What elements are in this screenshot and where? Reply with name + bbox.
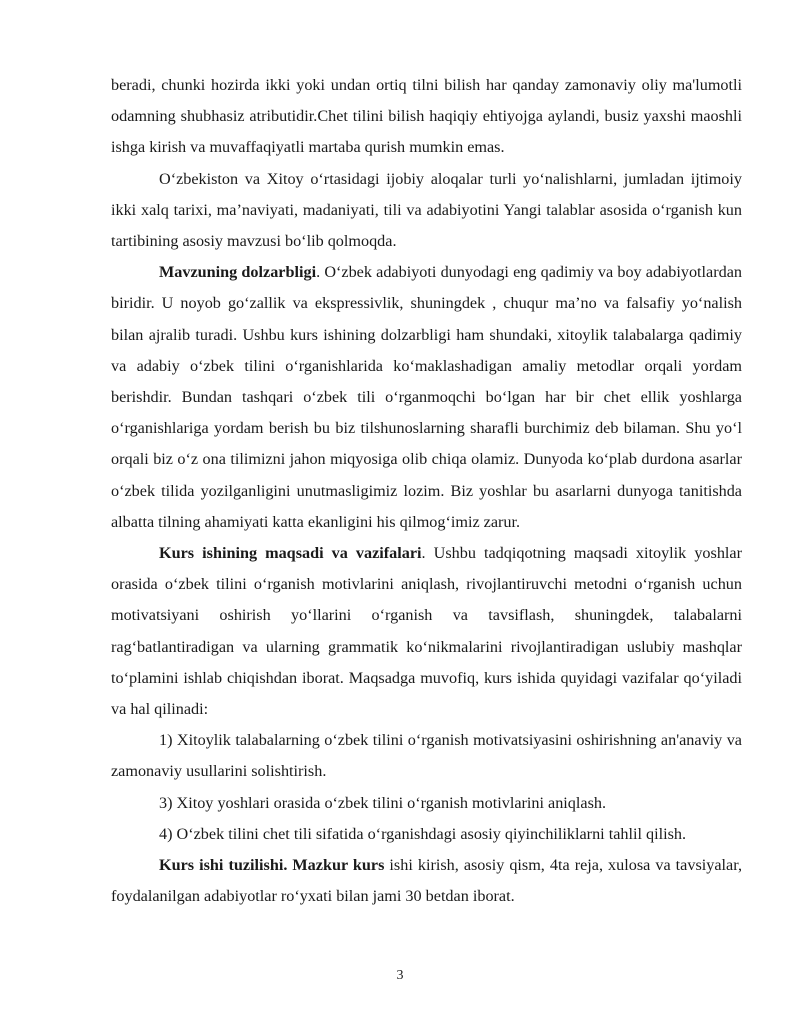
paragraph-text: beradi, chunki hozirda ikki yoki undan ortiq tilni bilish har qanday zamonaviy oliy ma'lumotli odamning shubhasiz atributidir.Chet tilini bilish haqiqiy ehtiyojga aylandi, busiz yaxshi maoshli ishga kirish va muvaffaqiyatli martaba qurish mumkin emas. [111, 76, 742, 157]
document-page [111, 70, 742, 912]
paragraph-text: 4) O‘zbek tilini chet tili sifatida o‘rganishdagi asosiy qiyinchiliklarni tahlil qilish. [159, 824, 687, 843]
paragraph-text: O‘zbekiston va Xitoy o‘rtasidagi ijobiy aloqalar turli yo‘nalishlarni, jumladan ijtimoiy ikki xalq tarixi, ma’naviyati, madaniyati, tili va adabiyotini Yangi talablar asosida o‘rganish kun tartibining asosiy mavzusi bo‘lib qolmoqda. [111, 169, 742, 251]
list-item-task-1 [111, 725, 742, 787]
paragraph-relations [111, 164, 742, 258]
paragraph-text: 1) Xitoylik talabalarning o‘zbek tilini o‘rganish motivatsiyasini oshirishning an'anaviy va zamonaviy usullarini solishtirish. [111, 731, 742, 781]
list-item-task-4 [111, 819, 742, 850]
paragraph-structure [111, 850, 742, 912]
paragraph-text: O‘zbek adabiyoti dunyodagi eng qadimiy va boy adabiyotlardan biridir. U noyob go‘zallik va ekspressivlik, shuningdek , chuqur ma’no va falsafiy yo‘nalish bilan ajralib turadi. Ushbu kurs ishining dolzarbligi ham shundaki, xitoylik talabalarga qadimiy va adabiy o‘zbek tilini o‘rganishlarida ko‘maklashadigan amaliy metodlar orqali yordam berishdir. Bundan tashqari o‘zbek tili o‘rganmoqchi bo‘lgan har bir chet ellik yoshlarga o‘rganishlariga yordam berish bu biz tilshunoslarning sharafli burchimiz deb bilaman. Shu yo‘l orqali biz o‘z ona tilimizni jahon miqyosiga olib chiqa olamiz. Dunyoda ko‘plab durdona asarlar o‘zbek tilida yozilganligini unutmasligimiz lozim. Biz yoshlar bu asarlarni dunyoga tanitishda albatta tilning ahamiyati katta ekanligini his qilmog‘imiz zarur. [111, 263, 742, 531]
paragraph-goals [111, 538, 742, 725]
paragraph-text: ishi kirish, asosiy qism, 4ta reja, xulosa va tavsiyalar, foydalanilgan adabiyotlar ro‘yxati bilan jami 30 betdan iborat. [111, 856, 742, 906]
paragraph-lead-suffix: . [421, 544, 426, 563]
paragraph-intro-continuation [111, 70, 742, 164]
paragraph-text: Ushbu tadqiqotning maqsadi xitoylik yoshlar orasida o‘zbek tilini o‘rganish motivlarini aniqlash, rivojlantiruvchi metodni o‘rganish uchun motivatsiyani oshirish yo‘llarini o‘rganish va tavsiflash, shuningdek, talabalarni rag‘batlantiradigan va ularning grammatik ko‘nikmalarini rivojlantiradigan uslubiy mashqlar to‘plamini ishlab chiqishdan iborat. Maqsadga muvofiq, kurs ishida quyidagi vazifalar qo‘yiladi va hal qilinadi: [111, 544, 742, 719]
paragraph-relevance [111, 257, 742, 538]
paragraph-lead-heading: Mavzuning dolzarbligi [159, 263, 317, 282]
paragraph-lead-heading: Kurs ishi tuzilishi. Mazkur kurs [159, 856, 385, 875]
page-number: 3 [396, 968, 404, 983]
list-item-task-3 [111, 788, 742, 819]
paragraph-lead-heading: Kurs ishining maqsadi va vazifalari [159, 544, 422, 563]
paragraph-text: 3) Xitoy yoshlari orasida o‘zbek tilini o‘rganish motivlarini aniqlash. [159, 793, 607, 812]
paragraph-lead-suffix: . [316, 263, 321, 282]
